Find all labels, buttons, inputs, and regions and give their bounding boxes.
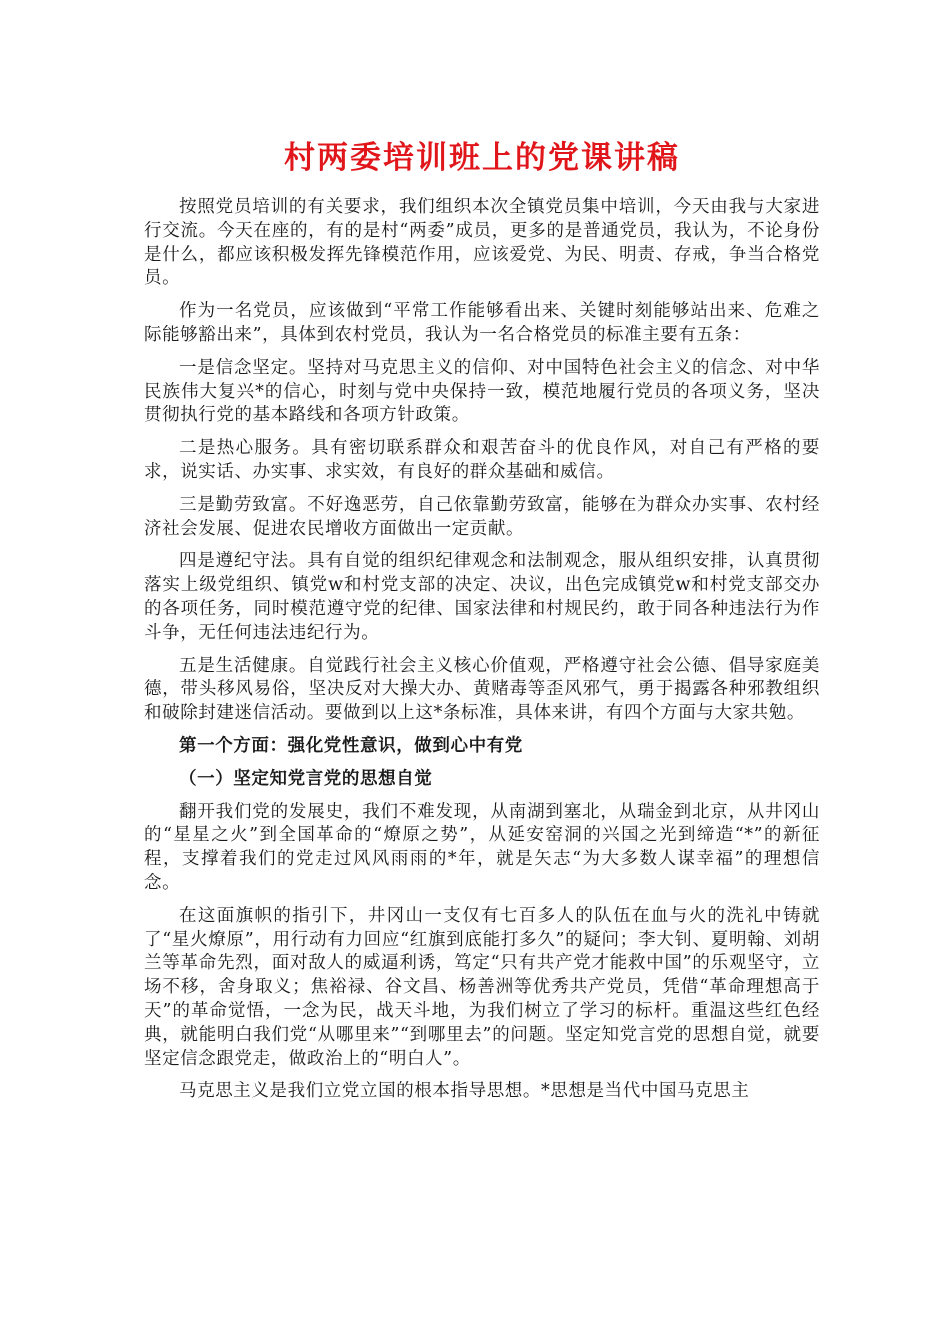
document-page xyxy=(144,128,820,1113)
body-paragraph: 翻开我们党的发展史，我们不难发现，从南湖到塞北，从瑞金到北京，从井冈山的“星星之火”到全国革命的“燎原之势”，从延安窑洞的兴国之光到缔造“*”的新征程，支撑着我们的党走过风风雨雨的*年，就是矢志“为大多数人谋幸福”的理想信念。 xyxy=(144,801,820,893)
body-paragraph: 马克思主义是我们立党立国的根本指导思想。*思想是当代中国马克思主 xyxy=(179,1081,750,1102)
body-paragraph: 在这面旗帜的指引下，井冈山一支仅有七百多人的队伍在血与火的洗礼中铸就了“星火燎原”，用行动有力回应“红旗到底能打多久”的疑问；李大钊、夏明翰、刘胡兰等革命先烈，面对敌人的威逼利诱，笃定“只有共产党才能救中国”的乐观坚守，立场不移，舍身取义；焦裕禄、谷文昌、杨善洲等优秀共产党员，凭借“革命理想高于天”的革命觉悟，一念为民，战天斗地，为我们树立了学习的标杆。重温这些红色经典，就能明白我们党“从哪里来”“到哪里去”的问题。坚定知党言党的思想自觉，就要坚定信念跟党走，做政治上的“明白人”。 xyxy=(144,905,820,1069)
body-paragraph: 五是生活健康。自觉践行社会主义核心价值观，严格遵守社会公德、倡导家庭美德，带头移风易俗，坚决反对大操大办、黄赌毒等歪风邪气，勇于揭露各种邪教组织和破除封建迷信活动。要做到以上这*条标准，具体来讲，有四个方面与大家共勉。 xyxy=(144,655,820,724)
body-paragraph: 二是热心服务。具有密切联系群众和艰苦奋斗的优良作风，对自己有严格的要求，说实话、办实事、求实效，有良好的群众基础和威信。 xyxy=(144,438,820,482)
body-paragraph: 一是信念坚定。坚持对马克思主义的信仰、对中国特色社会主义的信念、对中华民族伟大复兴*的信心，时刻与党中央保持一致，模范地履行党员的各项义务，坚决贯彻执行党的基本路线和各项方针政策。 xyxy=(144,357,820,426)
body-paragraph: 按照党员培训的有关要求，我们组织本次全镇党员集中培训，今天由我与大家进行交流。今天在座的，有的是村“两委”成员，更多的是普通党员，我认为，不论身份是什么，都应该积极发挥先锋模范作用，应该爱党、为民、明责、存戒，争当合格党员。 xyxy=(144,197,820,289)
body-paragraph: 作为一名党员，应该做到“平常工作能够看出来、关键时刻能够站出来、危难之际能够豁出来”，具体到农村党员，我认为一名合格党员的标准主要有五条： xyxy=(144,301,820,345)
section-heading: 第一个方面：强化党性意识，做到心中有党 xyxy=(179,735,523,756)
section-heading: （一）坚定知党言党的思想自觉 xyxy=(179,768,433,789)
document-title: 村两委培训班上的党课讲稿 xyxy=(284,140,680,176)
document-body xyxy=(144,196,820,1104)
body-paragraph: 四是遵纪守法。具有自觉的组织纪律观念和法制观念，服从组织安排，认真贯彻落实上级党组织、镇党w和村党支部的决定、决议，出色完成镇党w和村党支部交办的各项任务，同时模范遵守党的纪律、国家法律和村规民约，敢于同各种违法行为作斗争，无任何违法违纪行为。 xyxy=(144,551,820,643)
body-paragraph: 三是勤劳致富。不好逸恶劳，自己依靠勤劳致富，能够在为群众办实事、农村经济社会发展、促进农民增收方面做出一定贡献。 xyxy=(144,494,820,539)
